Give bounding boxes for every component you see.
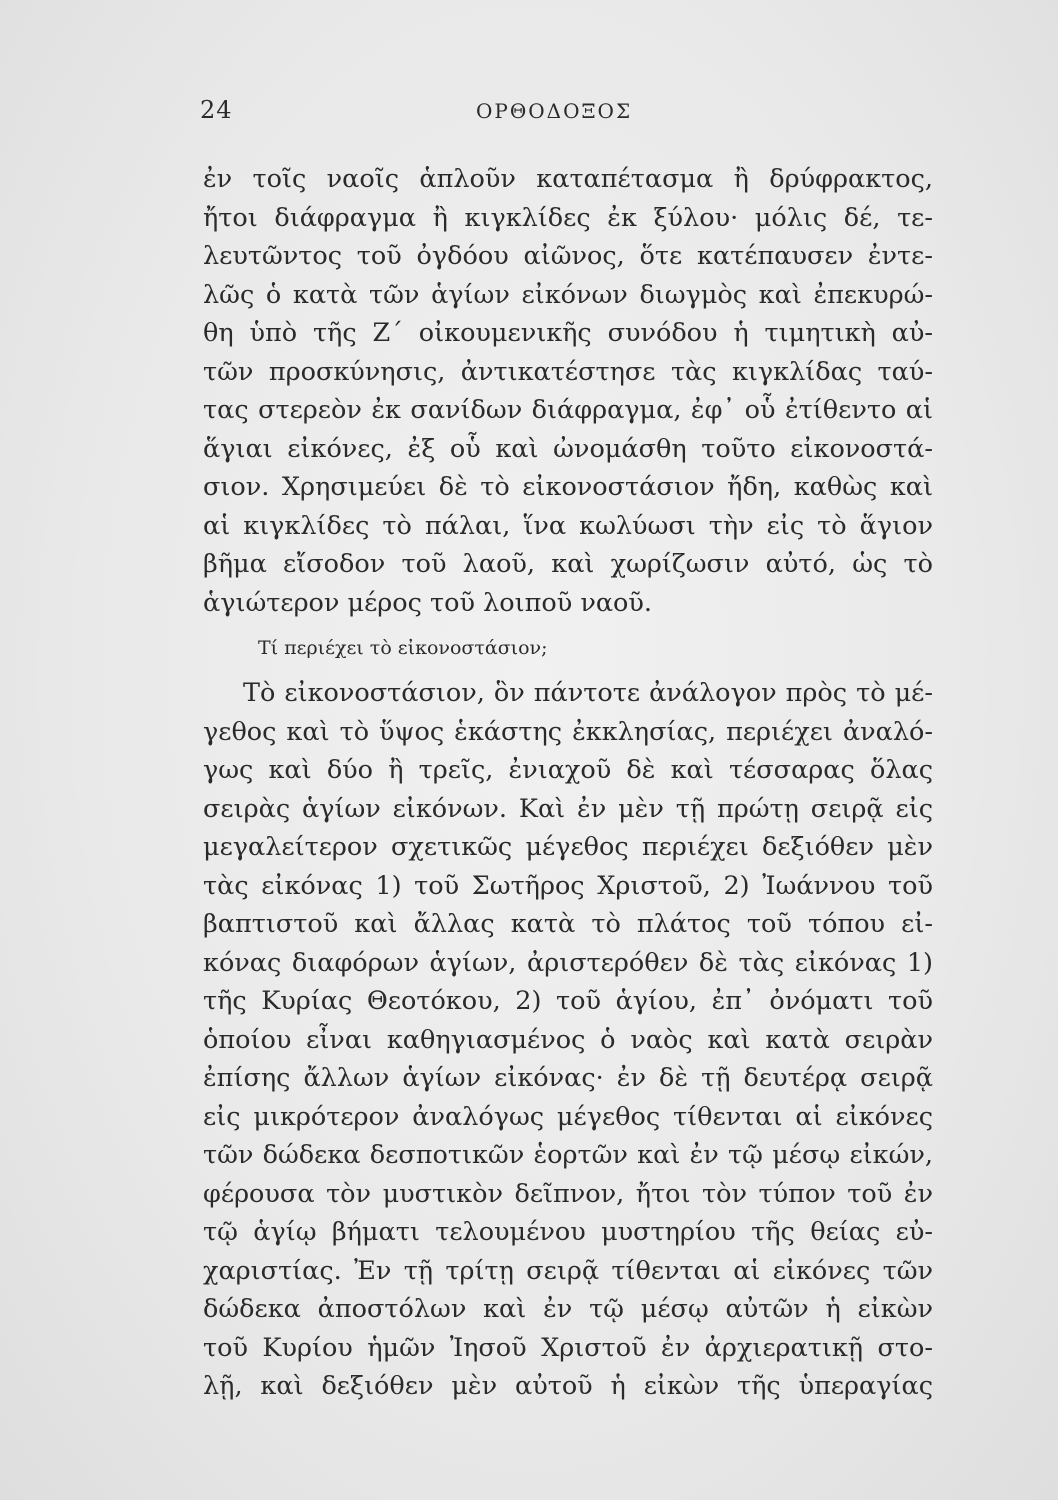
paragraph-2: [203, 674, 933, 1406]
text-line: τῶν προσκύνησις, ἀντικατέστησε τὰς κιγκλίδας ταύ-: [203, 356, 933, 387]
text-line: μεγαλείτερον σχετικῶς μέγεθος περιέχει δεξιόθεν μὲν: [203, 832, 933, 862]
text-line: γεθος καὶ τὸ ὕψος ἑκάστης ἐκκλησίας, περιέχει ἀναλό-: [203, 716, 933, 747]
text-line: γως καὶ δύο ἢ τρεῖς, ἐνιαχοῦ δὲ καὶ τέσσαρας ὅλας: [203, 755, 933, 785]
text-line: θη ὑπὸ τῆς Ζ΄ οἰκουμενικῆς συνόδου ἡ τιμητικὴ αὐ-: [203, 318, 933, 348]
text-line: Τὸ εἰκονοστάσιον, ὃν πάντοτε ἀνάλογον πρὸς τὸ μέ-: [243, 678, 933, 708]
page-header: [0, 96, 1058, 136]
text-line: ἅγιαι εἰκόνες, ἐξ οὗ καὶ ὠνομάσθη τοῦτο εἰκονοστά-: [203, 433, 933, 464]
text-line: φέρουσα τὸν μυστικὸν δεῖπνον, ἤτοι τὸν τύπον τοῦ ἐν: [203, 1178, 933, 1209]
paragraph-1: [203, 160, 933, 622]
text-line: τῶν δώδεκα δεσποτικῶν ἑορτῶν καὶ ἐν τῷ μέσῳ εἰκών,: [203, 1140, 933, 1170]
text-line: λῶς ὁ κατὰ τῶν ἁγίων εἰκόνων διωγμὸς καὶ ἐπεκυρώ-: [203, 279, 933, 310]
text-line: δώδεκα ἀποστόλων καὶ ἐν τῷ μέσῳ αὐτῶν ἡ εἰκὼν: [203, 1294, 933, 1324]
text-line: τῆς Κυρίας Θεοτόκου, 2) τοῦ ἁγίου, ἐπ᾽ ὀνόματι τοῦ: [203, 986, 933, 1016]
text-line: χαριστίας. Ἐν τῇ τρίτῃ σειρᾷ τίθενται αἱ εἰκόνες τῶν: [203, 1255, 933, 1286]
running-title: ΟΡΘΟΔΟΞΟΣ: [476, 99, 633, 123]
text-line: ἐν τοῖς ναοῖς ἁπλοῦν καταπέτασμα ἢ δρύφρακτος,: [203, 164, 933, 194]
page-number: 24: [200, 96, 233, 124]
text-line: λῇ, καὶ δεξιόθεν μὲν αὐτοῦ ἡ εἰκὼν τῆς ὑπεραγίας: [203, 1371, 933, 1401]
text-line: ὁποίου εἶναι καθηγιασμένος ὁ ναὸς καὶ κατὰ σειρὰν: [203, 1024, 933, 1055]
text-line: τὰς εἰκόνας 1) τοῦ Σωτῆρος Χριστοῦ, 2) Ἰωάννου τοῦ: [203, 870, 933, 901]
section-title: Τί περιέχει τὸ εἰκονοστάσιον;: [258, 637, 548, 659]
text-line: αἱ κιγκλίδες τὸ πάλαι, ἵνα κωλύωσι τὴν εἰς τὸ ἅγιον: [203, 510, 933, 541]
body-text: [203, 160, 933, 1406]
text-line: σειρὰς ἁγίων εἰκόνων. Καὶ ἐν μὲν τῇ πρώτῃ σειρᾷ εἰς: [203, 793, 933, 824]
text-line: τῷ ἁγίῳ βήματι τελουμένου μυστηρίου τῆς θείας εὐ-: [203, 1217, 933, 1247]
text-line: σιον. Χρησιμεύει δὲ τὸ εἰκονοστάσιον ἤδη, καθὼς καὶ: [203, 472, 933, 502]
text-line: βῆμα εἴσοδον τοῦ λαοῦ, καὶ χωρίζωσιν αὐτό, ὡς τὸ: [203, 549, 933, 579]
text-line: ἐπίσης ἄλλων ἁγίων εἰκόνας· ἐν δὲ τῇ δευτέρᾳ σειρᾷ: [203, 1063, 933, 1093]
text-line: κόνας διαφόρων ἁγίων, ἀριστερόθεν δὲ τὰς εἰκόνας 1): [203, 947, 933, 978]
text-line: ἁγιώτερον μέρος τοῦ λοιποῦ ναοῦ.: [203, 587, 653, 618]
text-line: ἤτοι διάφραγμα ἢ κιγκλίδες ἐκ ξύλου· μόλις δέ, τε-: [203, 202, 933, 233]
text-line: λευτῶντος τοῦ ὀγδόου αἰῶνος, ὅτε κατέπαυσεν ἐντε-: [203, 241, 933, 271]
text-line: τας στερεὸν ἐκ σανίδων διάφραγμα, ἐφ᾽ οὗ ἐτίθεντο αἱ: [203, 395, 933, 425]
text-line: τοῦ Κυρίου ἡμῶν Ἰησοῦ Χριστοῦ ἐν ἀρχιερατικῇ στο-: [203, 1332, 933, 1363]
text-line: εἰς μικρότερον ἀναλόγως μέγεθος τίθενται αἱ εἰκόνες: [203, 1101, 933, 1132]
text-line: βαπτιστοῦ καὶ ἄλλας κατὰ τὸ πλάτος τοῦ τόπου εἰ-: [203, 909, 933, 939]
